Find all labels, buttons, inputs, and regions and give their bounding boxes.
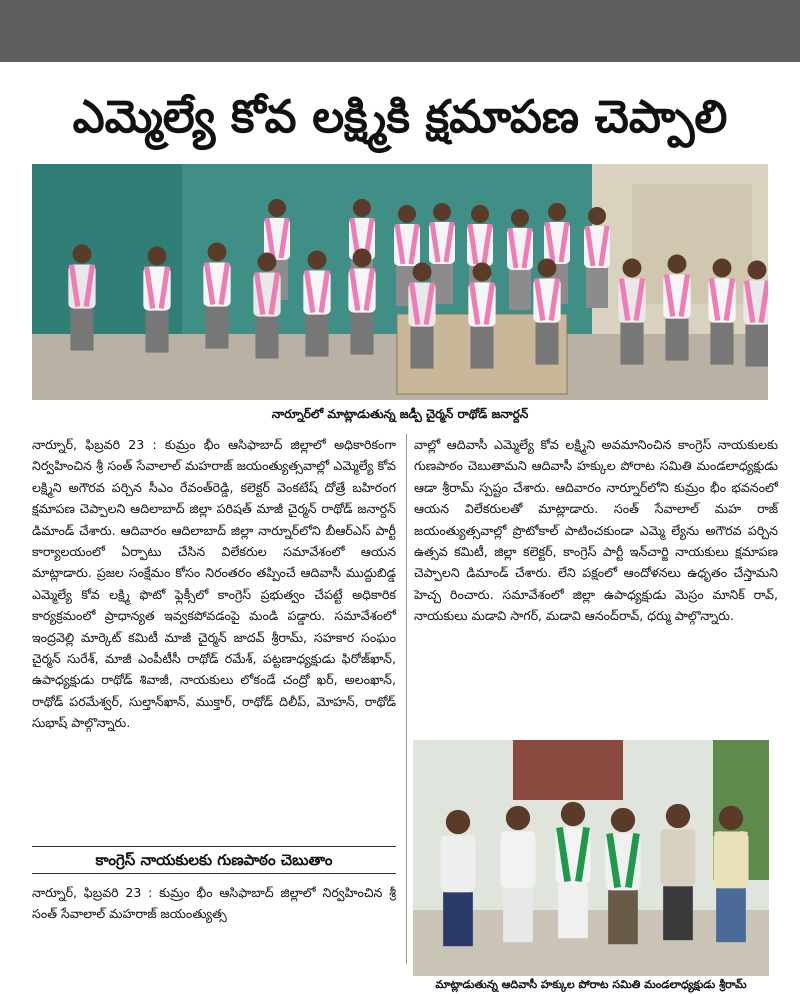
article-paragraph-right: వాల్లో ఆదివాసీ ఎమ్మెల్యే కోవ లక్ష్మిని అవమానించిన కాంగ్రెస్ నాయకులకు గుణపాఠం చెబుతామని ఆదివాసీ హక్కుల పోరాట సమితి మండలాధ్యక్షుడు ఆడా శ్రీరామ్ స్పష్టం చేశారు. ఆదివారం నార్నూర్‌లోని కుమ్రం భీం భవనంలో ఆయన విలేకరులతో మాట్లాడారు. సంత్ సేవాలాల్ మహ రాజ్ జయంత్యుత్సవాల్లో ప్రొటోకాల్ పాటించకుండా ఎమ్మె ల్యేను అగౌరవ పర్చిన ఉత్సవ కమిటీ, జిల్లా కలెక్టర్, కాంగ్రెస్ పార్టీ ఇన్‌చార్జి నాయకులు క్షమాపణ చెప్పాలని డిమాండ్ చేశారు. లేని పక్షంలో ఆందోళనలు ఉధృతం చేస్తామని హెచ్చ రించారు. సమావేశంలో జిల్లా ఉపాధ్యక్షుడు మెస్రం మానిక్ రావ్, నాయకులు మడావి సాగర్, మడావి ఆనంద్‌రావ్, ధర్ము పాల్గొన్నారు. — [414, 437, 778, 624]
photo-caption-2: మాట్లాడుతున్న ఆదివాసీ హక్కుల పోరాట సమితి మండలాధ్యక్షుడు శ్రీరామ్ — [435, 978, 747, 991]
column-divider — [406, 434, 407, 964]
article-left-column — [32, 434, 396, 734]
article-paragraph: నార్నూర్, ఫిబ్రవరి 23 : కుమ్రం భీం ఆసిఫాబాద్ జిల్లాలో అధికారికంగా నిర్వహించిన శ్రీ సంత్ సేవాలాల్ మహరాజ్ జయంత్యుత్సవాల్లో ఎమ్మెల్యే కోవ లక్ష్మిని అగౌరవ పర్చిన సీఎం రేవంత్‌రెడ్డి, కలెక్టర్ వెంకటేష్ దోత్రే బహిరంగ క్షమాపణ చెప్పాలని ఆదిలాబాద్ జిల్లా పరిషత్ మాజీ చైర్మన్ రాథోడ్ జనార్దన్ డిమాండ్ చేశారు. ఆదివారం ఆదిలాబాద్ జిల్లా నార్నూర్‌లోని బీఆర్ఎస్ పార్టీ కార్యాలయంలో ఏర్పాటు చేసిన విలేకరుల సమావేశంలో ఆయన మాట్లాడారు. ప్రజల సంక్షేమం కోసం నిరంతరం తప్పించే ఆదివాసీ ముద్దుబిడ్డ ఎమ్మెల్యే కోవ లక్ష్మి ఫొటో ఫ్లెక్సీలో కాంగ్రెస్ ప్రభుత్వం చేపట్టే అధికారిక కార్యక్రమంలో ప్రాధాన్యత ఇవ్వకపోవడంపై మండి పడ్డారు. సమావేశంలో ఇంద్రవెల్లి మార్కెట్ కమిటీ మాజీ చైర్మన్ జాదవ్ శ్రీరామ్, సహకార సంఘం చైర్మన్ సురేశ్, మాజీ ఎంపీటీసీ రాథోడ్ రమేశ్, పట్టణాధ్యక్షుడు ఫిరోజ్‌ఖాన్, ఉపాధ్యక్షుడు రాథోడ్ శివాజీ, నాయకులు లోకండే చంద్రో ఖర్, అలంఖాన్, రాథోడ్ పరమేశ్వర్, సుల్తాన్‌ఖాన్, ముక్తార్, రాథోడ్ దిలీప్, మోహన్, రాథోడ్ సుభాష్ పాల్గొన్నారు. — [32, 437, 396, 731]
second-article-start — [32, 882, 396, 925]
press-meet-photo — [32, 164, 768, 400]
subheadline: కాంగ్రెస్ నాయకులకు గుణపాఠం చెబుతాం — [32, 846, 396, 874]
newspaper-clipping — [14, 68, 786, 991]
photo-caption: నార్నూర్‌లో మాట్లాడుతున్న జడ్పీ చైర్మన్ రాథోడ్ జనార్దన్ — [271, 407, 529, 421]
viewer-top-bar — [0, 0, 800, 62]
second-photo — [413, 740, 769, 976]
article-paragraph-2: నార్నూర్, ఫిబ్రవరి 23 : కుమ్రం భీం ఆసిఫాబాద్ జిల్లాలో నిర్వహించిన శ్రీ సంత్ సేవాలాల్ మహరాజ్ జయంత్యుత్స — [32, 885, 396, 922]
headline: ఎమ్మెల్యే కోవ లక్ష్మికి క్షమాపణ చెప్పాలి — [72, 90, 728, 143]
article-right-column — [414, 434, 778, 627]
